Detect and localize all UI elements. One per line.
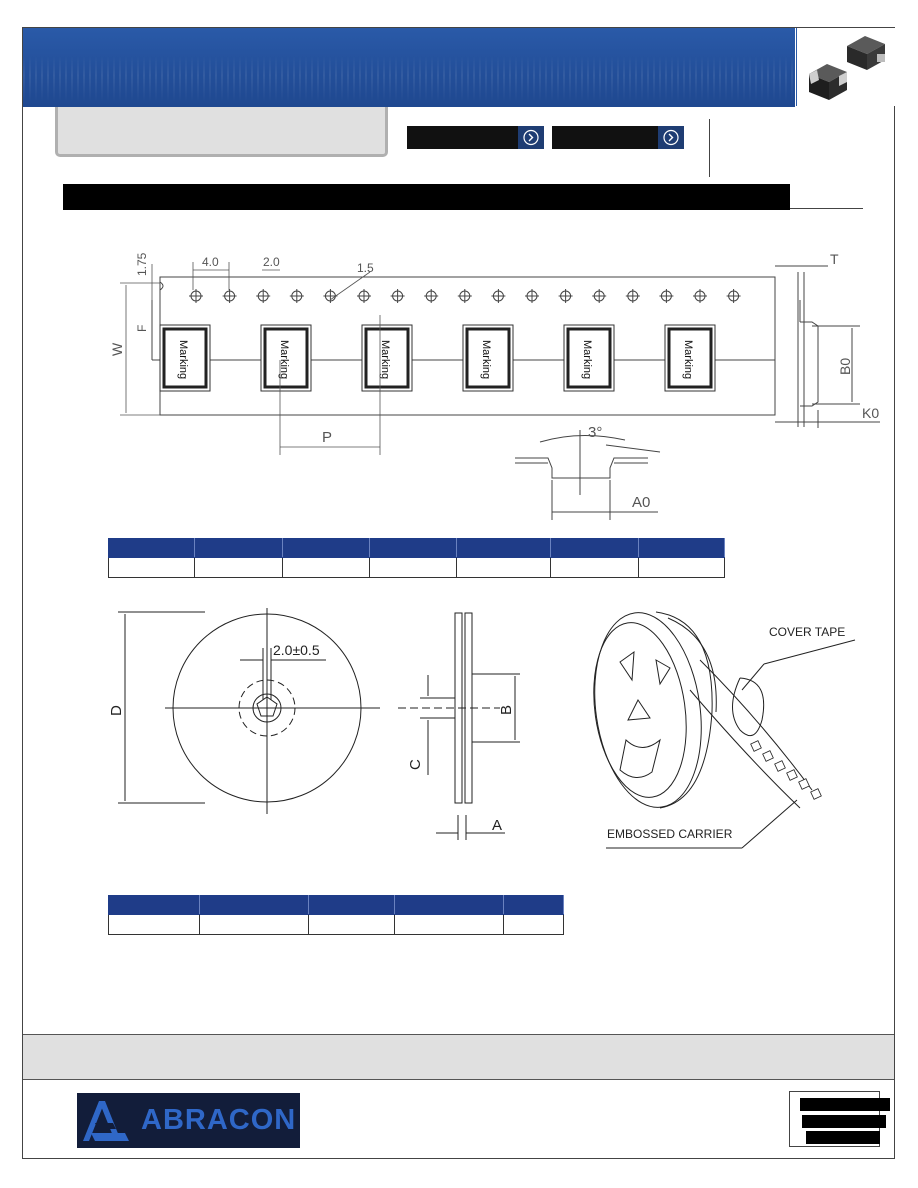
tape-pocket (564, 325, 614, 391)
pocket-marking-label: Marking (682, 340, 694, 380)
reel-dimensions-table (108, 895, 564, 935)
dim-d: D (108, 705, 125, 716)
tape-pocket (362, 325, 412, 391)
dim-w: W (109, 342, 125, 356)
abracon-logo-icon (77, 1093, 137, 1148)
carrier-pocket (751, 741, 762, 752)
revision-bar-2 (802, 1115, 886, 1128)
dim-k0: K0 (862, 405, 880, 421)
carrier-pocket (763, 751, 774, 762)
dim-hole-diameter: 1.5 (357, 261, 374, 275)
dim-edge-to-hole: 1.75 (135, 252, 149, 276)
dim-t: T (830, 251, 839, 267)
tape-pocket (261, 325, 311, 391)
carrier-pocket (775, 761, 786, 772)
tape-pocket (463, 325, 513, 391)
pocket-marking-label: Marking (177, 340, 189, 380)
dim-hole-offset: 2.0 (263, 255, 280, 269)
pocket-marking-label: Marking (480, 340, 492, 380)
dim-angle: 3° (588, 424, 603, 441)
dim-p: P (322, 429, 333, 446)
label-cover-tape: COVER TAPE (769, 625, 846, 639)
logo-text: ABRACON (141, 1104, 297, 1136)
dim-a: A (492, 817, 503, 834)
pocket-marking-label: Marking (278, 340, 290, 380)
dim-c: C (407, 759, 424, 770)
carrier-pocket (799, 779, 810, 790)
abracon-logo (77, 1093, 300, 1148)
pocket-marking-label: Marking (581, 340, 593, 380)
carrier-pocket (787, 770, 798, 781)
revision-bar-3 (806, 1131, 880, 1144)
tape-pocket (665, 325, 715, 391)
footer-band (23, 1034, 894, 1080)
tape-dimensions-table (108, 538, 725, 578)
dim-f: F (135, 324, 149, 332)
tape-pocket (160, 325, 210, 391)
tape-drawing (0, 0, 918, 530)
revision-bar-1 (800, 1098, 890, 1111)
dim-pitch-small: 4.0 (202, 255, 219, 269)
carrier-pocket (811, 789, 822, 800)
dim-b0: B0 (837, 357, 853, 375)
label-embossed-carrier: EMBOSSED CARRIER (607, 827, 733, 841)
dim-a0: A0 (632, 494, 651, 511)
reel-drawing (0, 590, 918, 860)
dim-b: B (498, 704, 515, 715)
dim-hub-slot: 2.0±0.5 (273, 642, 320, 658)
pocket-marking-label: Marking (379, 340, 391, 380)
